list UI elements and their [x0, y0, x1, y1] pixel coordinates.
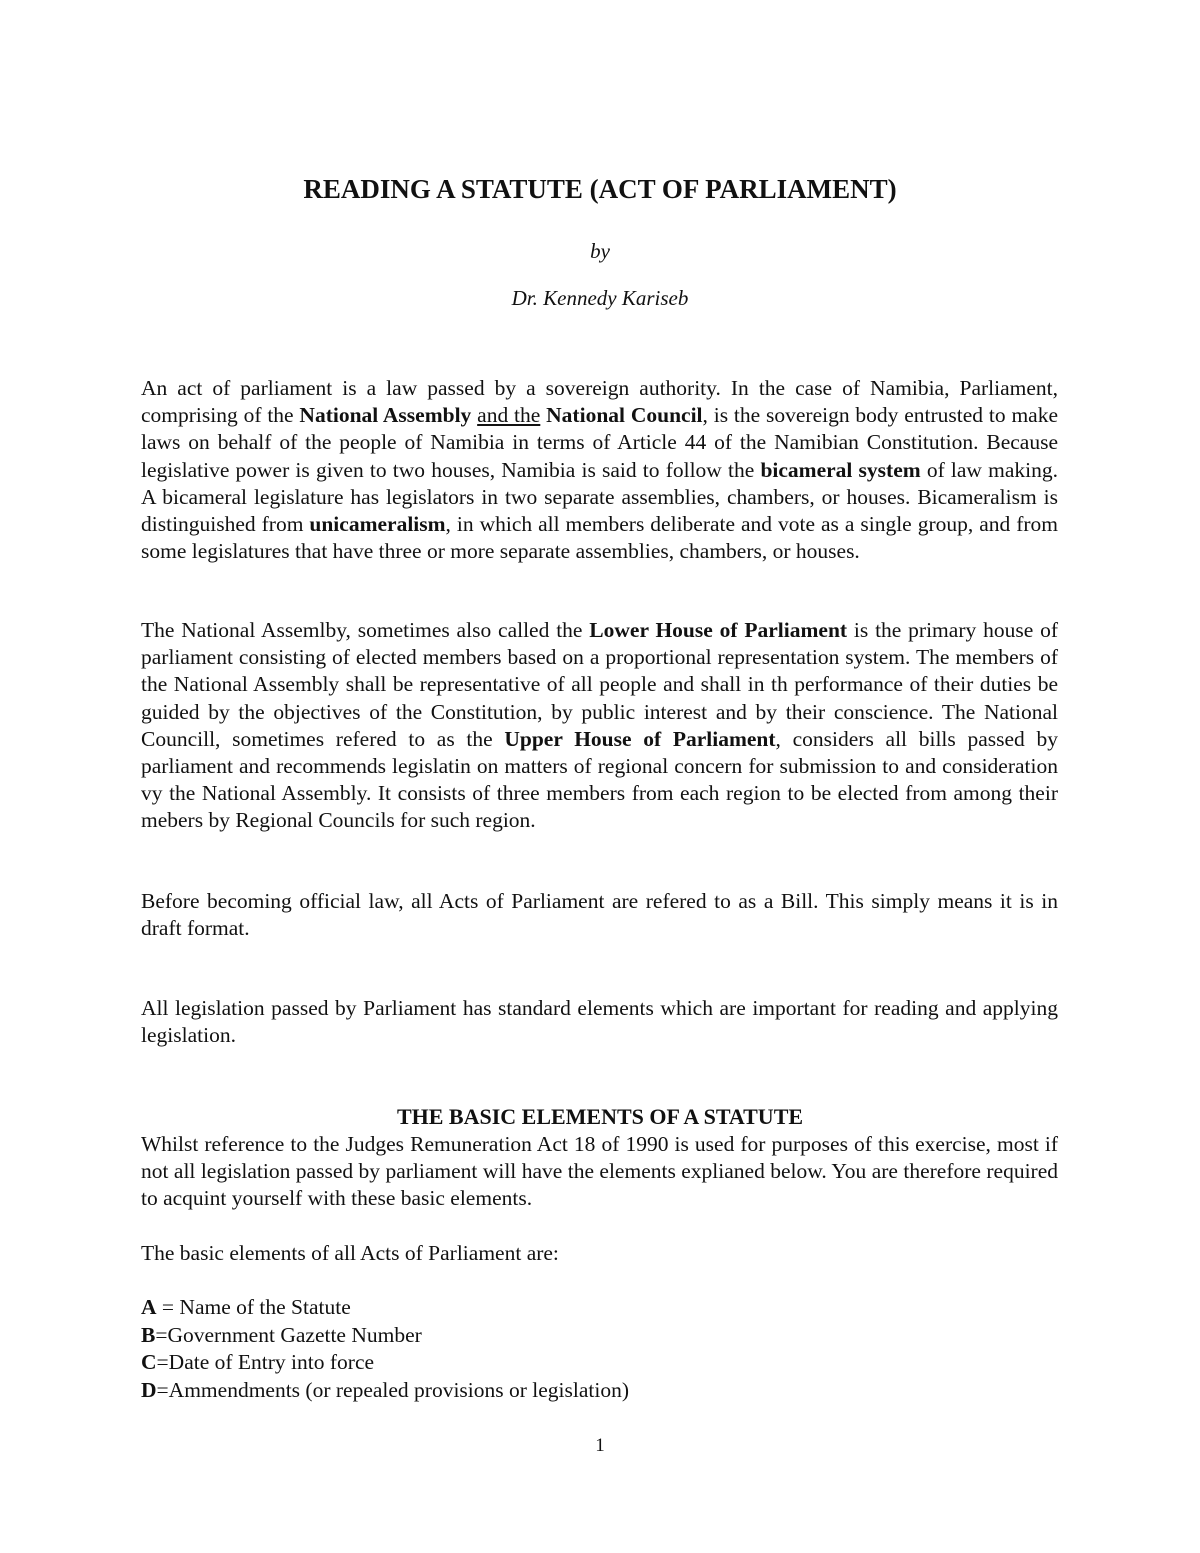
list-item [141, 1349, 1058, 1377]
element-key: D [141, 1377, 157, 1402]
element-key: A [141, 1295, 157, 1319]
bold-term: bicameral system [760, 457, 921, 482]
list-item [141, 1322, 1058, 1350]
text-span: , in which all members deliberate and vote as a single group, and from some legislatures that have three or more separate assemblies, chambers, or houses. [141, 512, 1058, 564]
bold-term: Upper House of Parliament [504, 726, 776, 751]
author-name: Dr. Kennedy Kariseb [511, 286, 689, 310]
element-separator: = [156, 1377, 169, 1402]
underlined-text: and the [477, 403, 541, 428]
element-key: B [141, 1322, 156, 1347]
element-text: Government Gazette Number [167, 1322, 422, 1347]
element-text: Name of the Statute [179, 1295, 351, 1319]
text-span: , considers all bills passed by parliament and recommends legislatin on matters of regional concern for submission to and consideration vy the National Assembly. It consists of three members from each region to be elected from among their mebers by Regional Councils for such region. [141, 726, 1058, 833]
bold-term: National Council [546, 403, 703, 428]
text-span: is the primary house of parliament consisting of elected members based on a proportional representation system. The members of the National Assembly shall be representative of all people and shall in th performance of their duties be guided by the objectives of the Constitution, by public interest and by their conscience. The National Councill, sometimes refered to as the [141, 618, 1058, 751]
element-separator: = [155, 1322, 168, 1347]
section-heading: THE BASIC ELEMENTS OF A STATUTE [396, 1104, 804, 1129]
element-separator: = [156, 1350, 169, 1374]
paragraph-elements-intro: The basic elements of all Acts of Parliament are: [141, 1241, 559, 1265]
text-span: , is the sovereign body entrusted to make laws on behalf of the people of Namibia in terms of Article 44 of the Namibian Constitution. Because legislative power is given to two houses, Namibia is said to follow the [141, 403, 1059, 482]
text-span: An act of parliament is a law passed by a sovereign authority. In the case of Namibia, Parliament, comprising of the [141, 376, 1058, 428]
text-span: The National Assemlby, sometimes also called the [141, 618, 590, 642]
document-title: READING A STATUTE (ACT OF PARLIAMENT) [303, 174, 897, 204]
paragraph-houses [141, 617, 1058, 835]
element-key: C [141, 1350, 157, 1374]
page-number: 1 [595, 1435, 605, 1456]
list-item [141, 1294, 1058, 1322]
paragraph-standard-elements: All legislation passed by Parliament has standard elements which are important for reading and applying legislation. [141, 996, 1058, 1048]
paragraph-reference: Whilst reference to the Judges Remuneration Act 18 of 1990 is used for purposes of this exercise, most if not all legislation passed by parliament will have the elements explianed below. You are therefore required to acquint yourself with these basic elements. [141, 1132, 1058, 1211]
byline-by: by [590, 239, 610, 263]
element-separator: = [156, 1295, 180, 1319]
text-span: of law making. A bicameral legislature has legislators in two separate assemblies, chambers, or houses. Bicameralism is distinguished from [141, 457, 1058, 537]
paragraph-intro [141, 375, 1058, 565]
bold-term: Lower House of Parliament [589, 618, 848, 642]
bold-term: National Assembly [299, 403, 472, 428]
bold-term: unicameralism [309, 512, 446, 537]
element-text: Date of Entry into force [168, 1350, 375, 1374]
paragraph-bill: Before becoming official law, all Acts of Parliament are refered to as a Bill. This simply means it is in draft format. [141, 889, 1058, 941]
list-item [141, 1377, 1058, 1405]
element-text: Ammendments (or repealed provisions or legislation) [168, 1377, 630, 1402]
elements-list [141, 1294, 1058, 1404]
